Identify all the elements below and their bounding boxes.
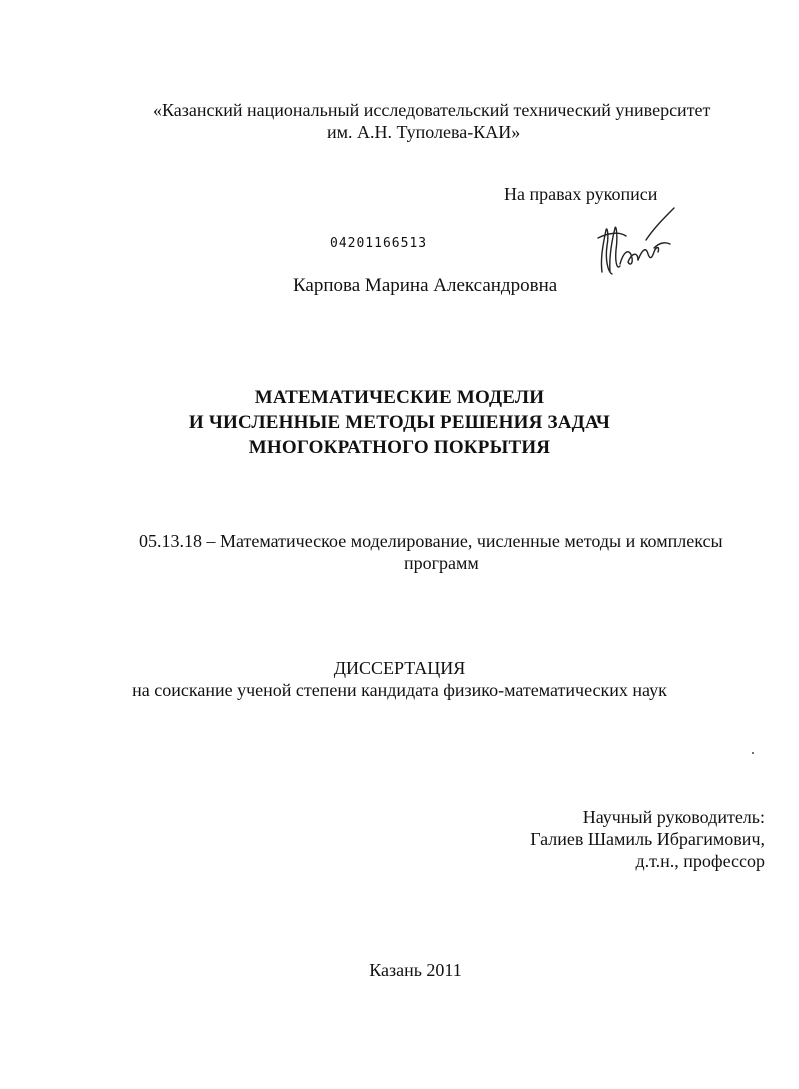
catalog-number: 04201166513: [330, 236, 428, 251]
work-type: ДИССЕРТАЦИЯ: [333, 658, 466, 678]
signature-icon: [590, 202, 676, 280]
manuscript-note: На правах рукописи: [504, 184, 658, 204]
supervisor-name: Галиев Шамиль Ибрагимович,: [530, 829, 765, 849]
specialty-line1: 05.13.18 – Математическое моделирование, численные методы и комплексы: [139, 531, 723, 551]
author-name: Карпова Марина Александровна: [293, 275, 558, 296]
degree-line: на соискание ученой степени кандидата физико-математических наук: [132, 680, 667, 700]
thesis-title-line1: МАТЕМАТИЧЕСКИЕ МОДЕЛИ: [254, 387, 545, 408]
thesis-title-line3: МНОГОКРАТНОГО ПОКРЫТИЯ: [248, 437, 551, 458]
scan-speck: [752, 752, 754, 754]
thesis-title-line2: И ЧИСЛЕННЫЕ МЕТОДЫ РЕШЕНИЯ ЗАДАЧ: [188, 412, 611, 433]
specialty-line2: программ: [404, 553, 479, 573]
place-year: Казань 2011: [369, 960, 462, 980]
supervisor-title: д.т.н., профессор: [635, 851, 765, 871]
supervisor-label: Научный руководитель:: [582, 807, 765, 827]
university-name-line1: «Казанский национальный исследовательский технический университет: [153, 100, 711, 120]
university-name-line2: им. А.Н. Туполева-КАИ»: [327, 122, 521, 142]
